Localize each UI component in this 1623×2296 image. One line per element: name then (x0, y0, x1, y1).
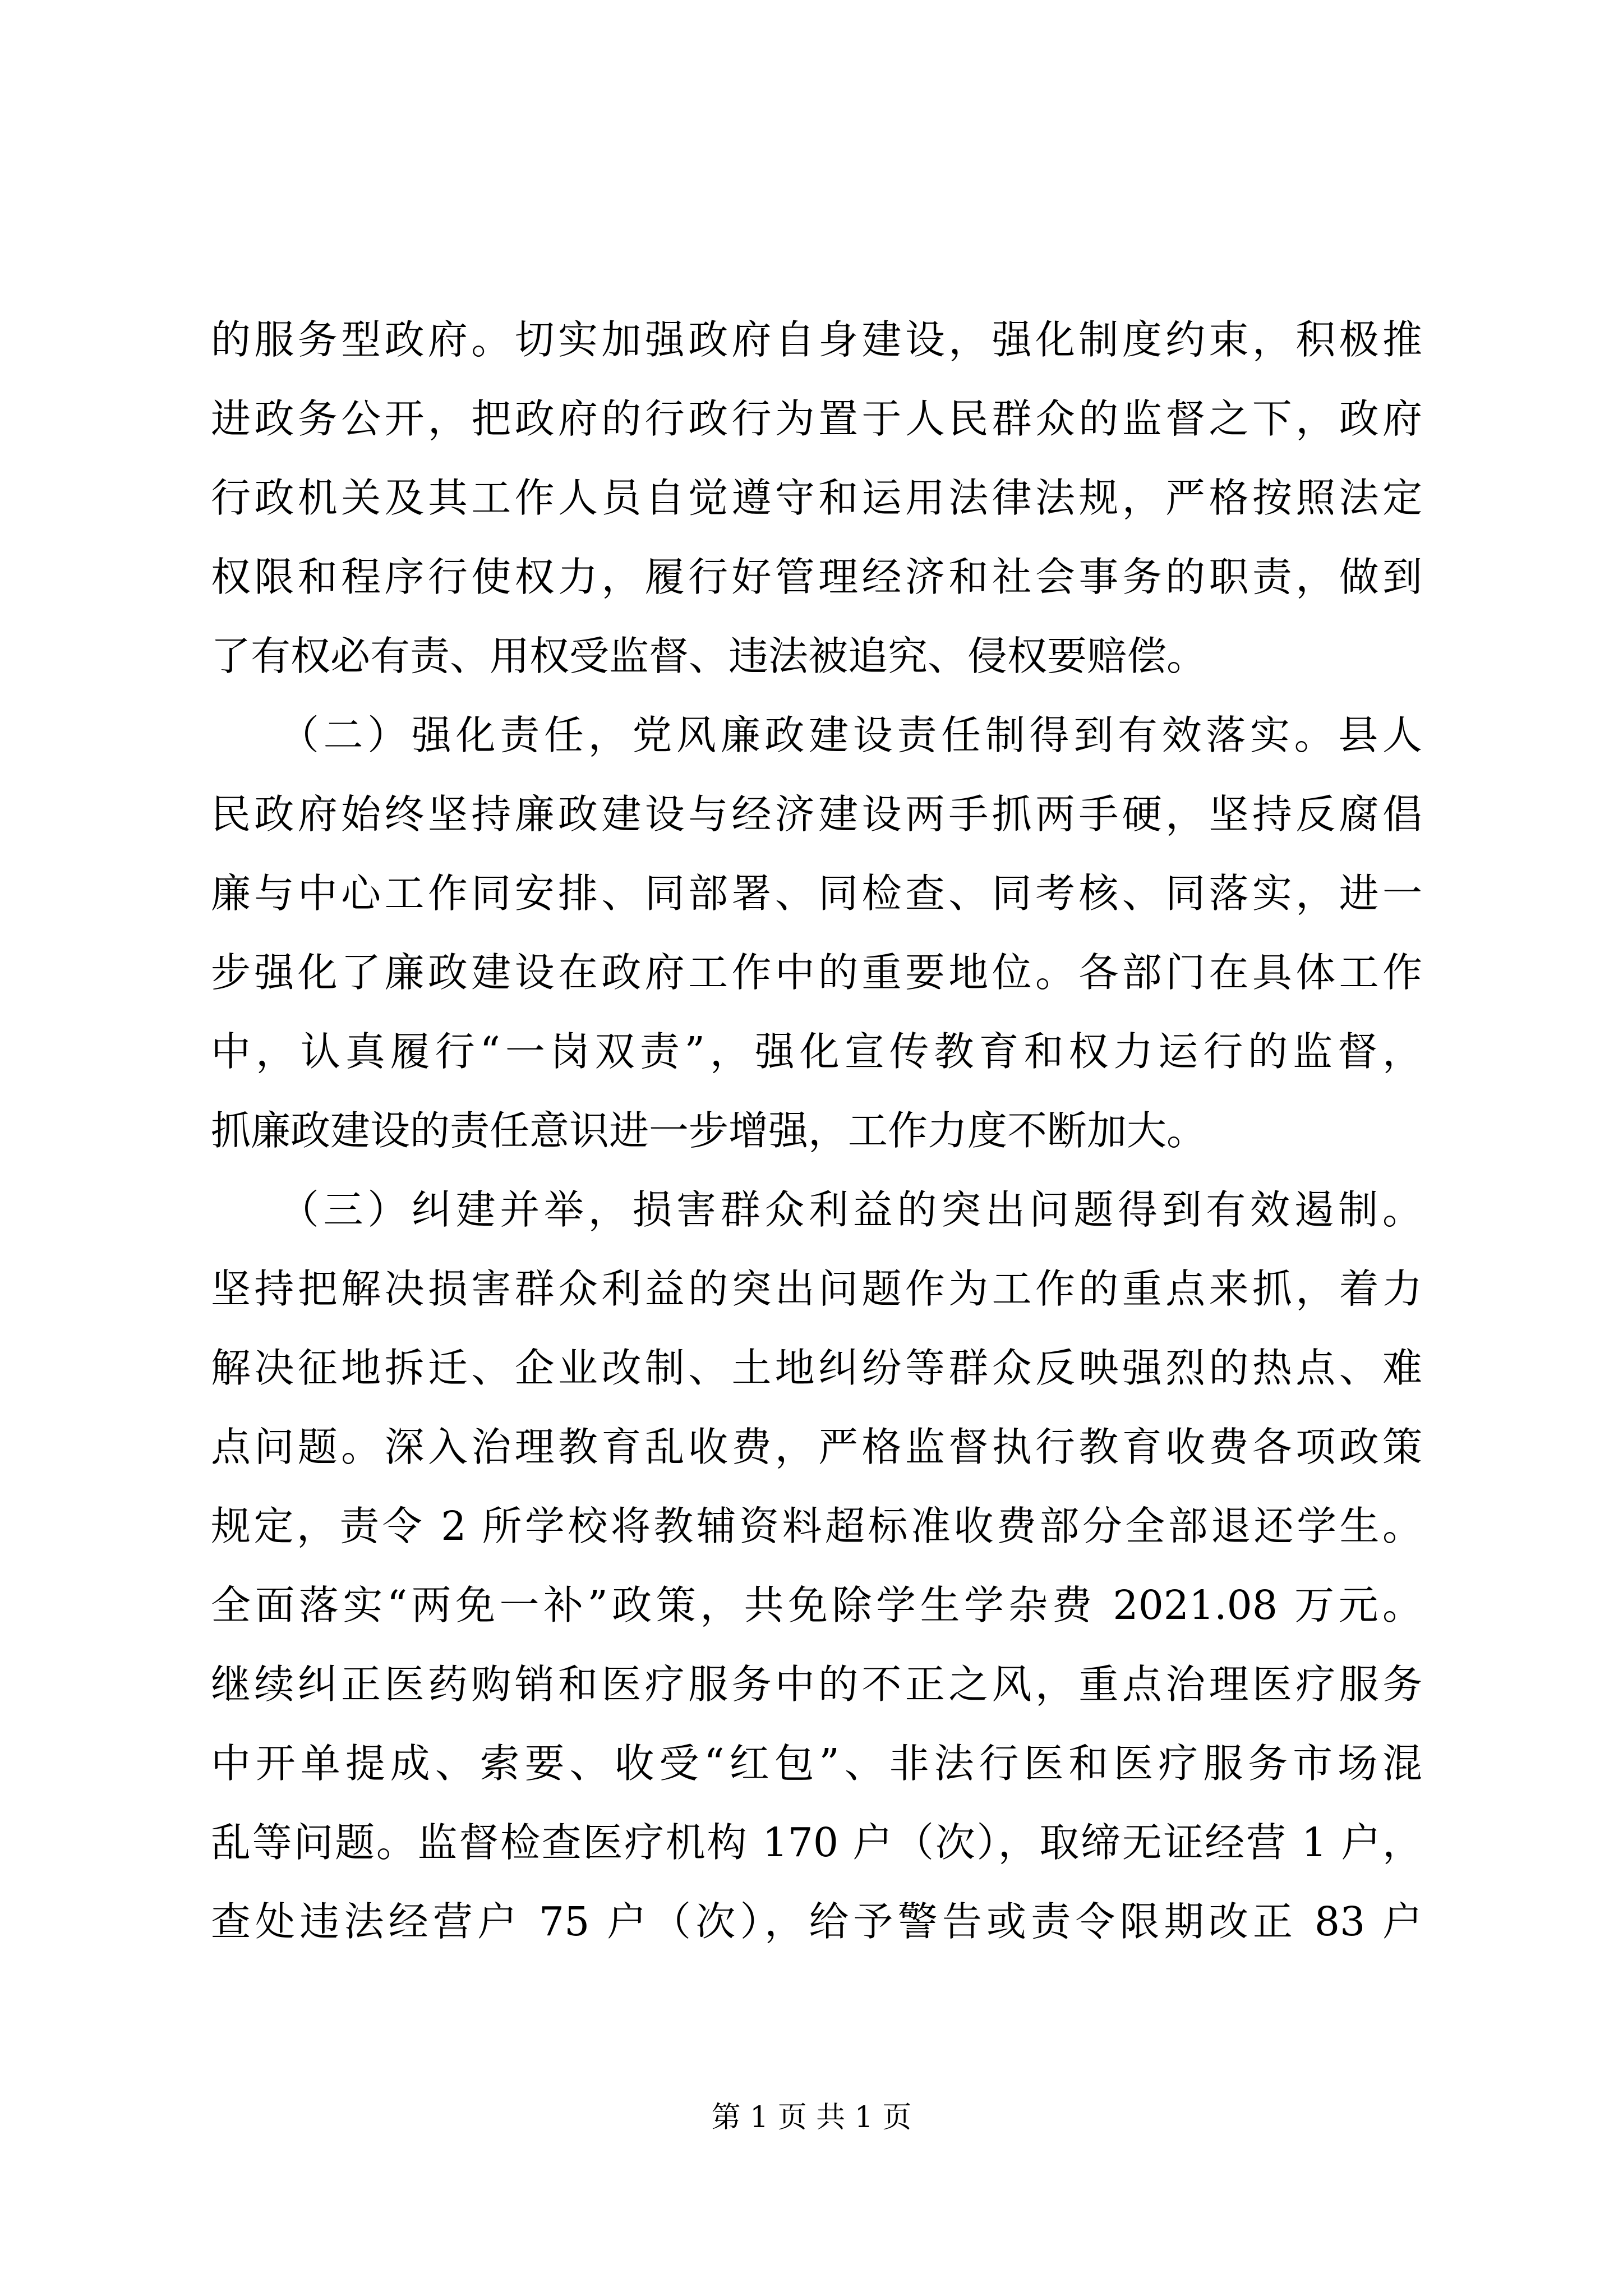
text-line: 民政府始终坚持廉政建设与经济建设两手抓两手硬，坚持反腐倡 (211, 791, 1422, 838)
text-line: 坚持把解决损害群众利益的突出问题作为工作的重点来抓，着力 (211, 1266, 1422, 1312)
text-line: 抓廉政建设的责任意识进一步增强，工作力度不断加大。 (211, 1107, 1207, 1154)
text-line: 行政机关及其工作人员自觉遵守和运用法律法规，严格按照法定 (211, 475, 1422, 521)
text-line: 乱等问题。监督检查医疗机构 170 户（次），取缔无证经营 1 户， (211, 1819, 1422, 1866)
text-line: 点问题。深入治理教育乱收费，严格监督执行教育收费各项政策 (211, 1424, 1422, 1470)
text-line: 了有权必有责、用权受监督、违法被追究、侵权要赔偿。 (211, 633, 1207, 679)
text-line: 权限和程序行使权力，履行好管理经济和社会事务的职责，做到 (211, 554, 1422, 600)
text-line: 的服务型政府。切实加强政府自身建设，强化制度约束，积极推 (211, 316, 1422, 363)
text-line: （三）纠建并举，损害群众利益的突出问题得到有效遏制。 (211, 1186, 1422, 1233)
text-line: 廉与中心工作同安排、同部署、同检查、同考核、同落实，进一 (211, 870, 1422, 917)
text-line: 中开单提成、索要、收受“红包”、非法行医和医疗服务市场混 (211, 1740, 1422, 1787)
text-line: 规定，责令 2 所学校将教辅资料超标准收费部分全部退还学生。 (211, 1503, 1422, 1549)
text-line: 进政务公开，把政府的行政行为置于人民群众的监督之下，政府 (211, 395, 1422, 442)
page-footer: 第 1 页 共 1 页 (711, 2101, 912, 2134)
text-line: 继续纠正医药购销和医疗服务中的不正之风，重点治理医疗服务 (211, 1661, 1422, 1708)
text-line: 中，认真履行“一岗双责”，强化宣传教育和权力运行的监督， (211, 1028, 1422, 1075)
text-line: 查处违法经营户 75 户（次），给予警告或责令限期改正 83 户 (211, 1898, 1422, 1945)
text-line: 步强化了廉政建设在政府工作中的重要地位。各部门在具体工作 (211, 949, 1422, 996)
text-line: 全面落实“两免一补”政策，共免除学生学杂费 2021.08 万元。 (211, 1582, 1422, 1628)
document-body (211, 300, 1422, 1961)
text-line: 解决征地拆迁、企业改制、土地纠纷等群众反映强烈的热点、难 (211, 1345, 1422, 1391)
text-line: （二）强化责任，党风廉政建设责任制得到有效落实。县人 (211, 712, 1422, 758)
